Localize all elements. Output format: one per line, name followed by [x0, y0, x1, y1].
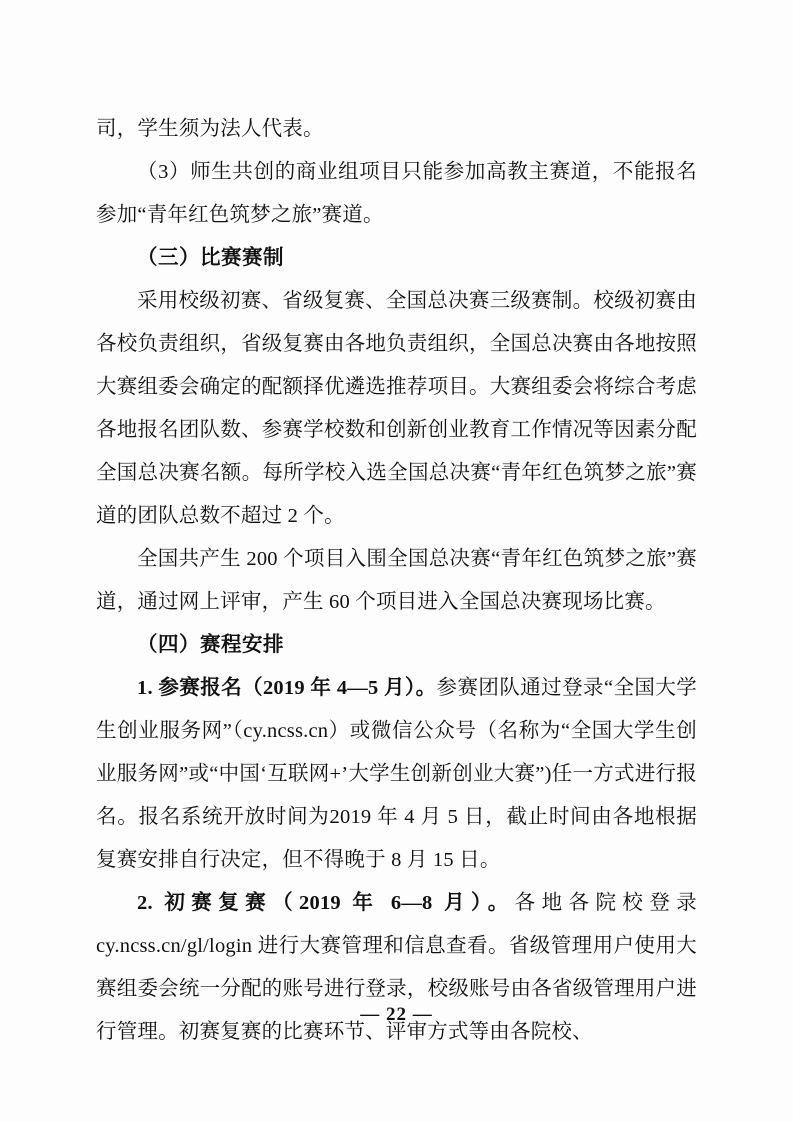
paragraph-continuation: 司，学生须为法人代表。 [96, 118, 324, 140]
paragraph-item-3: （3）师生共创的商业组项目只能参加高教主赛道，不能报名参加“青年红色筑梦之旅”赛道。 [96, 161, 697, 226]
runin-lead-preliminary-rounds: 2. 初赛复赛（2019 年 6—8 月）。 [137, 892, 515, 914]
page-number: — 22 — [360, 1004, 433, 1025]
section-heading-schedule: （四）赛程安排 [137, 634, 284, 656]
paragraph-preliminary-rounds [96, 882, 697, 1054]
runin-text-registration: 参赛团队通过登录“全国大学生创业服务网”（cy.ncss.cn）或微信公众号（名称为“全国大学生创业服务网”或“中国‘互联网+’大学生创新创业大赛”)任一方式进行报名。报名系统开放时间为2019 年 4 月 5 日，截止时间由各地根据复赛安排自行决定，但不得晚于 8 月 15 日。 [96, 677, 697, 871]
paragraph-competition-format: 采用校级初赛、省级复赛、全国总决赛三级赛制。校级初赛由各校负责组织，省级复赛由各地负责组织，全国总决赛由各地按照大赛组委会确定的配额择优遴选推荐项目。大赛组委会将综合考虑各地报名团队数、参赛学校数和创新创业教育工作情况等因素分配全国总决赛名额。每所学校入选全国总决赛“青年红色筑梦之旅”赛道的团队总数不超过 2 个。 [96, 290, 697, 527]
paragraph-national-finals-quota: 全国共产生 200 个项目入围全国总决赛“青年红色筑梦之旅”赛道，通过网上评审，产生 60 个项目进入全国总决赛现场比赛。 [96, 548, 697, 613]
paragraph-registration [96, 667, 697, 882]
runin-lead-registration: 1. 参赛报名（2019 年 4—5 月）。 [137, 677, 437, 699]
runin-text-preliminary-rounds: 各地各院校登录 cy.ncss.cn/gl/login 进行大赛管理和信息查看。省级管理用户使用大赛组委会统一分配的账号进行登录，校级账号由各省级管理用户进行管理。初赛复赛的比赛环节、评审方式等由各院校、 [96, 892, 697, 1043]
document-body [96, 108, 697, 1054]
section-heading-competition-format: （三）比赛赛制 [137, 247, 284, 269]
